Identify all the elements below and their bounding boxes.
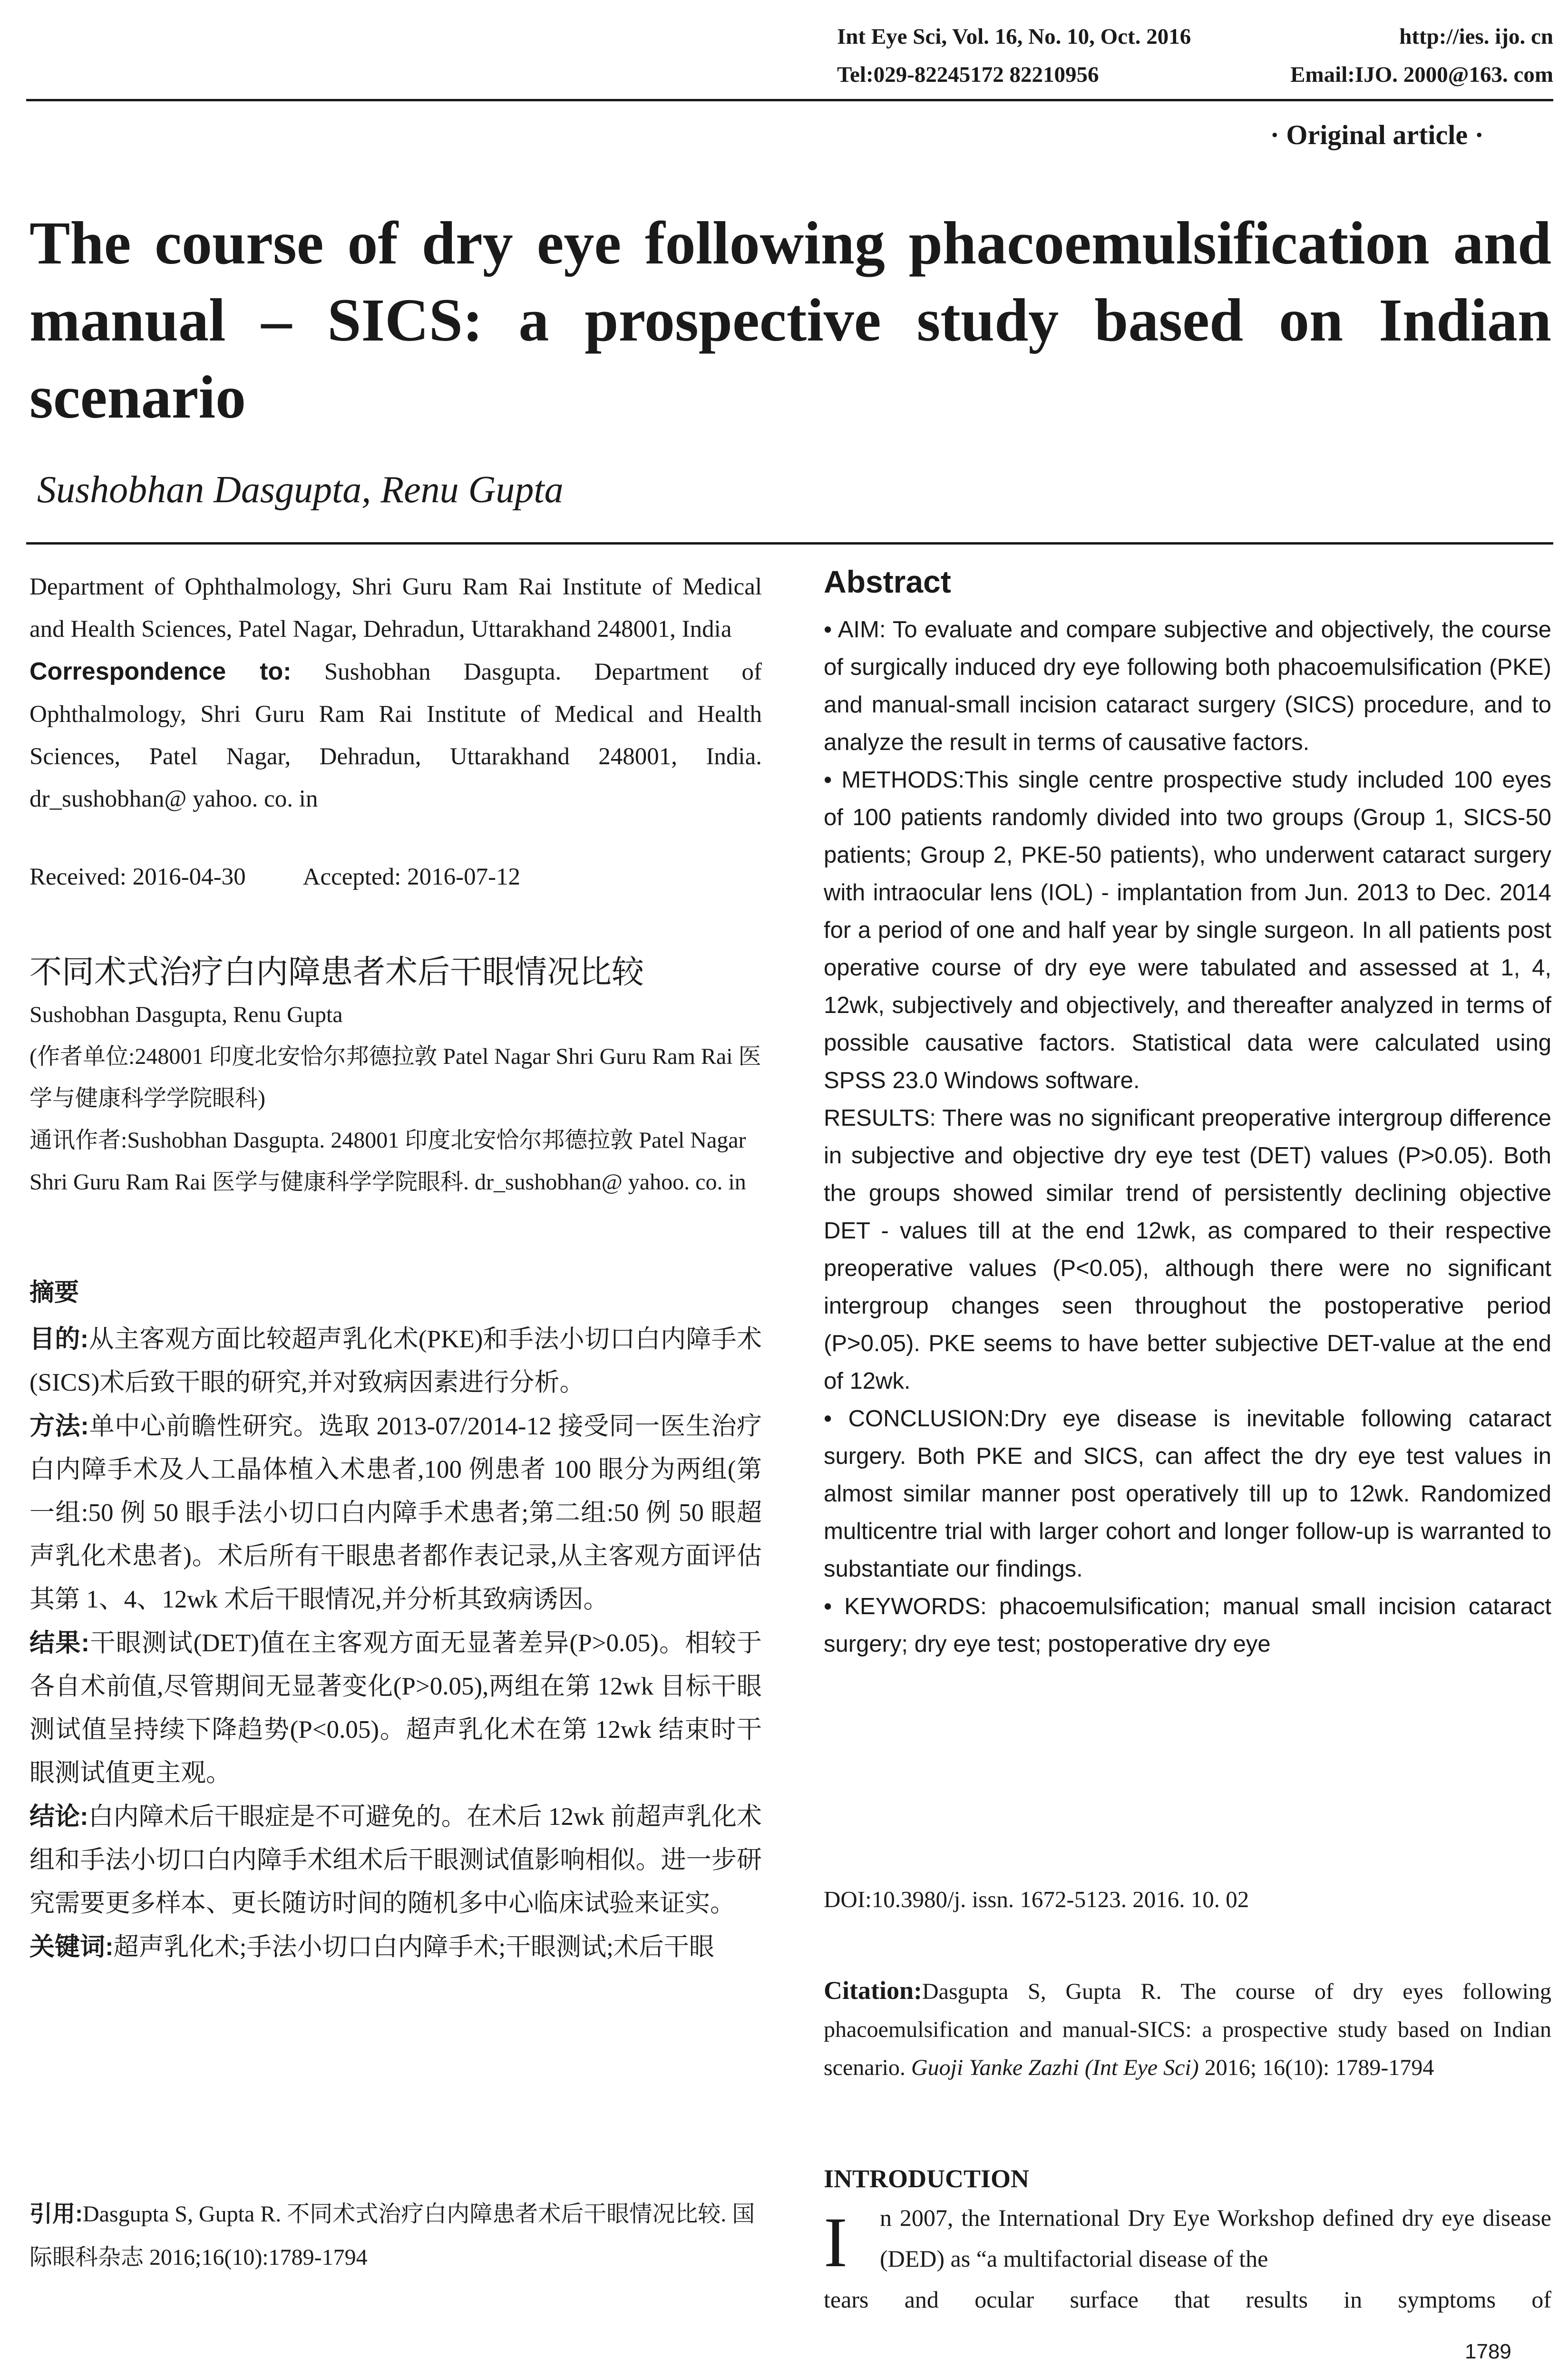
cn-citation (29, 2192, 762, 2279)
received-date: Received: 2016-04-30 (29, 864, 246, 890)
accepted-date: Accepted: 2016-07-12 (302, 864, 521, 890)
citation-label: Citation: (824, 1976, 922, 2005)
journal-tel: Tel:029-82245172 82210956 (837, 62, 1099, 87)
cn-results: 结果:干眼测试(DET)值在主客观方面无显著差异(P>0.05)。相较于各自术前值,尽管期间无显著变化(P>0.05),两组在第 12wk 目标干眼测试值呈持续下降趋势(P<0.05)。超声乳化术在第 12wk 结束时干眼测试值更主观。 (29, 1629, 762, 1787)
article-authors: Sushobhan Dasgupta, Renu Gupta (37, 469, 564, 511)
abstract-heading: Abstract (824, 564, 951, 599)
citation-text: Dasgupta S, Gupta R. The course of dry eyes following phacoemulsification and manual-SICS: a prospective study based on Indian scenario. (824, 1979, 1551, 2080)
affiliation-block (29, 566, 762, 820)
running-header-line1 (837, 24, 1553, 57)
cn-correspondence: 通讯作者:Sushobhan Dasgupta. 248001 印度北安恰尔邦德拉敦 Patel Nagar Shri Guru Ram Rai 医学与健康科学学院眼科. dr_sushobhan@ yahoo. co. in (29, 1128, 746, 1195)
section-label: · Original article · (1270, 119, 1484, 150)
abstract-aim: • AIM: To evaluate and compare subjective and objectively, the course of surgically induced dry eye following both phacoemulsification (PKE) and manual-small incision cataract surgery (SICS) procedure, and to analyze the result in terms of causative factors. (824, 617, 1551, 755)
citation-tail: 2016; 16(10): 1789-1794 (1204, 2055, 1434, 2080)
citation (824, 1971, 1551, 2087)
title-rule (26, 542, 1553, 545)
cn-abstract-heading: 摘要 (29, 1279, 79, 1306)
cn-conclusion: 结论:白内障术后干眼症是不可避免的。在术后 12wk 前超声乳化术组和手法小切口白内障手术组术后干眼测试值影响相似。进一步研究需要更多样本、更长随访时间的随机多中心临床试验来证实。 (29, 1802, 762, 1917)
header-rule (26, 99, 1553, 101)
affiliation: Department of Ophthalmology, Shri Guru Ram Rai Institute of Medical and Health Sciences, Patel Nagar, Dehradun, Uttarakhand 248001, India (29, 574, 762, 643)
doi[interactable]: DOI:10.3980/j. issn. 1672-5123. 2016. 10. 02 (824, 1886, 1249, 1912)
cn-title: 不同术式治疗白内障患者术后干眼情况比较 (29, 954, 644, 990)
running-header-line2 (837, 62, 1553, 95)
cn-authors: Sushobhan Dasgupta, Renu Gupta (29, 1002, 343, 1027)
abstract-results: RESULTS: There was no significant preoperative intergroup difference in subjective and objective dry eye test (DET) values (P>0.05). Both the groups showed similar trend of persistently declining objective DET - values till at the end 12wk, as compared to their respective preoperative values (P<0.05), although there were no significant intergroup changes seen throughout the postoperative period (P>0.05). PKE seems to have better subjective DET-value at the end of 12wk. (824, 1105, 1551, 1394)
cn-keywords: 关键词:超声乳化术;手法小切口白内障手术;干眼测试;术后干眼 (29, 1933, 714, 1961)
intro-text-cont: tears and ocular surface that results in symptoms of (824, 2286, 1551, 2313)
journal-url[interactable]: http://ies. ijo. cn (1399, 24, 1553, 49)
journal-email[interactable]: Email:IJO. 2000@163. com (1290, 62, 1553, 87)
cn-citation-text: Dasgupta S, Gupta R. 不同术式治疗白内障患者术后干眼情况比较. 国际眼科杂志 2016;16(10):1789-1794 (29, 2202, 755, 2270)
intro-text: n 2007, the International Dry Eye Workshop defined dry eye disease (DED) as “a multifactorial disease of the (880, 2204, 1551, 2272)
cn-citation-label: 引用: (29, 2202, 83, 2227)
page-number: 1789 (1465, 2340, 1511, 2363)
drop-cap: I (824, 2203, 847, 2282)
intro-heading: INTRODUCTION (824, 2164, 1030, 2193)
correspondence-label: Correspondence to: (29, 658, 292, 685)
cn-aim: 目的:从主客观方面比较超声乳化术(PKE)和手法小切口白内障手术(SICS)术后致干眼的研究,并对致病因素进行分析。 (29, 1325, 762, 1396)
abstract-body (824, 611, 1551, 1663)
article-title: The course of dry eye following phacoemulsification and manual – SICS: a prospective study based on Indian scenario (29, 209, 1551, 431)
cn-meta (29, 994, 762, 1203)
correspondence: Sushobhan Dasgupta. Department of Ophthalmology, Shri Guru Ram Rai Institute of Medical and Health Sciences, Patel Nagar, Dehradun, Uttarakhand 248001, India. dr_sushobhan@ yahoo. co. in (29, 659, 762, 812)
abstract-keywords: • KEYWORDS: phacoemulsification; manual small incision cataract surgery; dry eye test; postoperative dry eye (824, 1594, 1552, 1657)
abstract-methods: • METHODS:This single centre prospective study included 100 eyes of 100 patients randomly divided into two groups (Group 1, SICS-50 patients; Group 2, PKE-50 patients), who underwent cataract surgery with intraocular lens (IOL) - implantation from Jun. 2013 to Dec. 2014 for a period of one and half year by single surgeon. In all patients post operative course of dry eye were tabulated and assessed at 1, 4, 12wk, subjectively and objectively, and thereafter analyzed in terms of possible causative factors. Statistical data were calculated using SPSS 23.0 Windows software. (824, 767, 1551, 1093)
cn-methods: 方法:单中心前瞻性研究。选取 2013-07/2014-12 接受同一医生治疗白内障手术及人工晶体植入术患者,100 例患者 100 眼分为两组(第一组:50 例 50 眼手法小切口白内障手术患者;第二组:50 例 50 眼超声乳化术患者)。术后所有干眼患者都作表记录,从主客观方面评估其第 1、4、12wk 术后干眼情况,并分析其致病诱因。 (29, 1412, 762, 1613)
cn-abstract-body (29, 1317, 762, 1969)
citation-journal: Guoji Yanke Zazhi (Int Eye Sci) (911, 2055, 1199, 2080)
dates (29, 856, 762, 898)
abstract-conclusion: • CONCLUSION:Dry eye disease is inevitable following cataract surgery. Both PKE and SICS, can affect the dry eye test values in almost similar manner post operatively till up to 12wk. Randomized multicentre trial with larger cohort and longer follow-up is warranted to substantiate our findings. (824, 1406, 1551, 1582)
journal-info: Int Eye Sci, Vol. 16, No. 10, Oct. 2016 (837, 24, 1191, 49)
cn-affiliation: (作者单位:248001 印度北安恰尔邦德拉敦 Patel Nagar Shri Guru Ram Rai 医学与健康科学学院眼科) (29, 1044, 761, 1111)
